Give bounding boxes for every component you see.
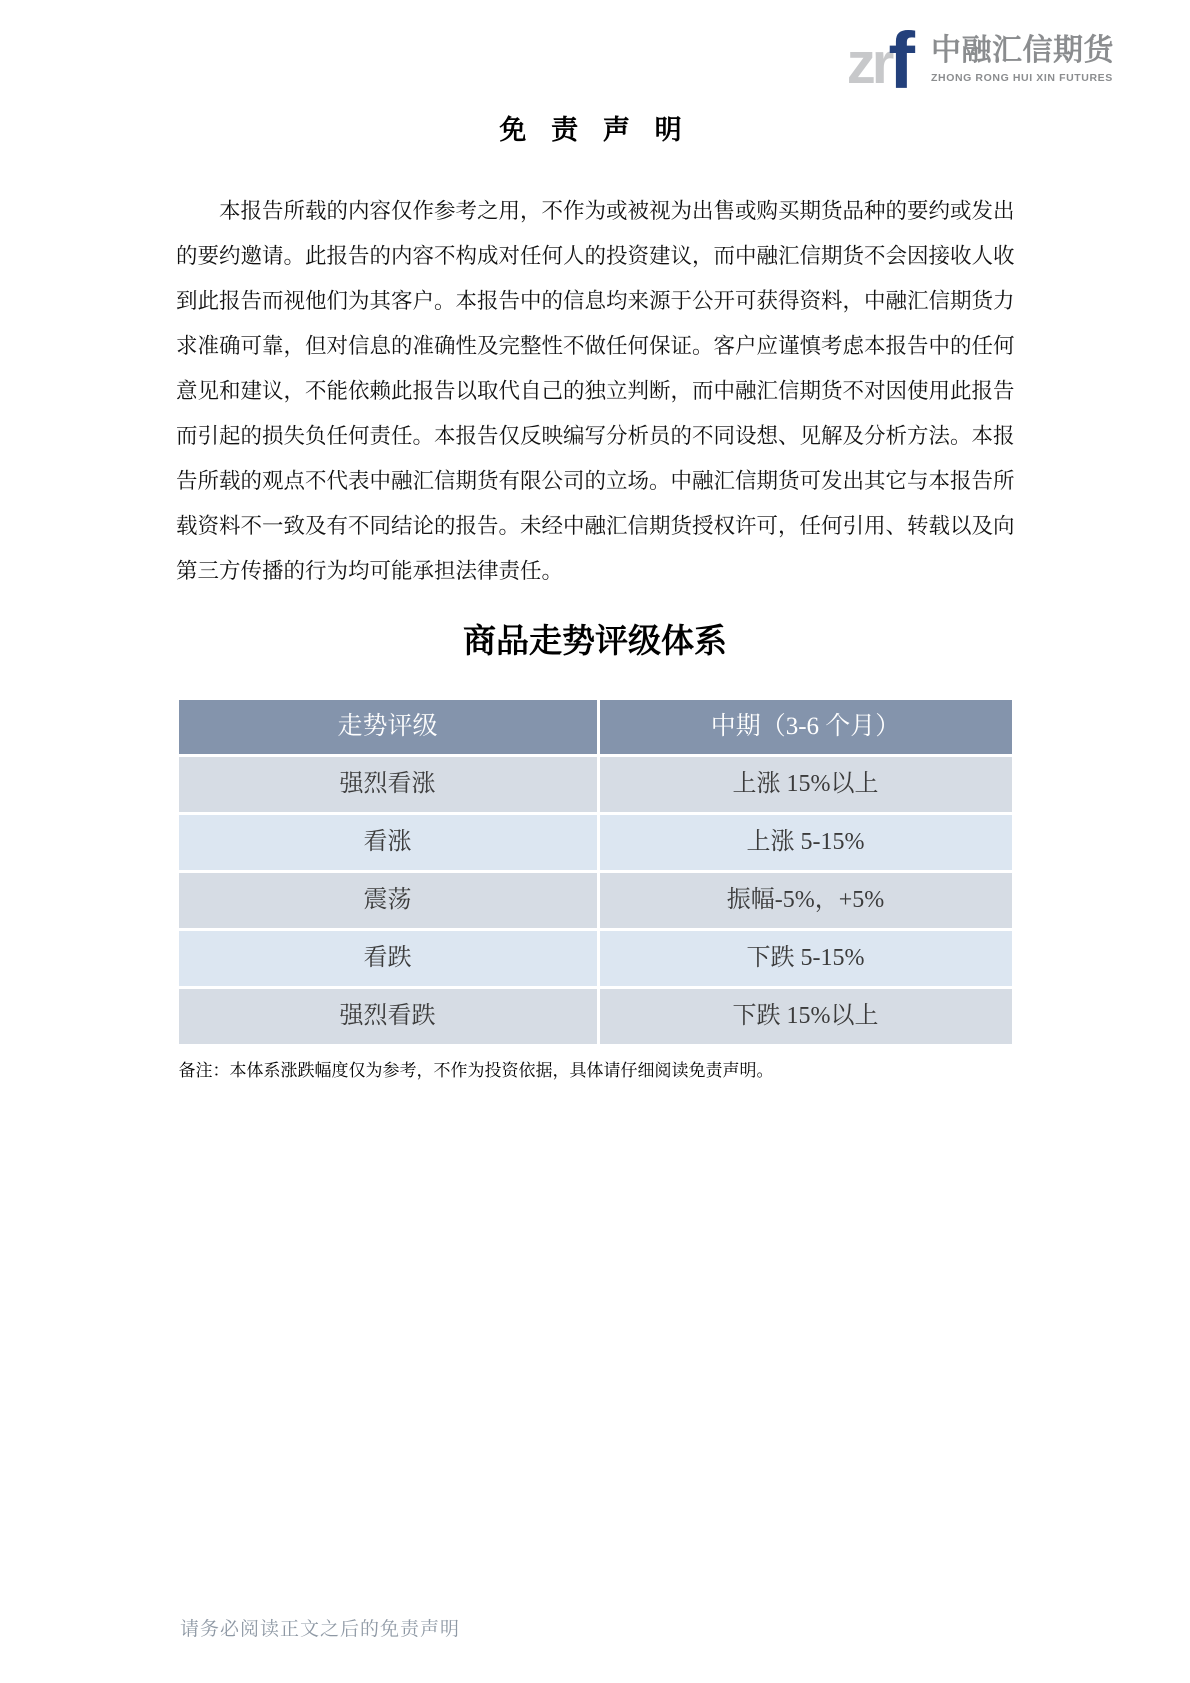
disclaimer-line: 到此报告而视他们为其客户。本报告中的信息均来源于公开可获得资料，中融汇信期货力 [176,289,1015,313]
cell-range: 下跌 15%以上 [600,989,1012,1044]
cell-range: 下跌 5-15% [600,931,1012,986]
cell-rating: 看跌 [179,931,597,986]
cell-rating: 看涨 [179,815,597,870]
disclaimer-line: 的要约邀请。此报告的内容不构成对任何人的投资建议，而中融汇信期货不会因接收人收 [176,244,1015,268]
table-row [179,757,1012,812]
page-title: 免 责 声 明 [499,115,691,145]
table-row [179,873,1012,928]
cell-rating: 强烈看涨 [179,757,597,812]
table-row [179,989,1012,1044]
logo-f-letter: f [888,16,915,105]
rating-system-heading: 商品走势评级体系 [463,622,727,659]
logo-names [931,25,1114,86]
cell-range: 上涨 15%以上 [600,757,1012,812]
disclaimer-line: 意见和建议，不能依赖此报告以取代自己的独立判断，而中融汇信期货不对因使用此报告 [176,379,1015,403]
header-cell-midterm: 中期（3-6 个月） [600,700,1012,754]
table-header-row [179,700,1012,754]
disclaimer-line: 求准确可靠，但对信息的准确性及完整性不做任何保证。客户应谨慎考虑本报告中的任何 [176,334,1015,358]
disclaimer-line: 第三方传播的行为均可能承担法律责任。 [176,559,564,583]
disclaimer-line: 而引起的损失负任何责任。本报告仅反映编写分析员的不同设想、见解及分析方法。本报 [176,424,1015,448]
rating-table [179,700,1012,1044]
disclaimer-line: 告所载的观点不代表中融汇信期货有限公司的立场。中融汇信期货可发出其它与本报告所 [176,469,1015,493]
logo-zr-letters: zr [846,31,891,97]
company-name-cn: 中融汇信期货 [931,34,1114,68]
disclaimer-line: 本报告所载的内容仅作参考之用，不作为或被视为出售或购买期货品种的要约或发出 [219,199,1015,223]
header-cell-rating: 走势评级 [179,700,597,754]
table-row [179,815,1012,870]
disclaimer-line: 载资料不一致及有不同结论的报告。未经中融汇信期货授权许可，任何引用、转载以及向 [176,514,1015,538]
disclaimer-paragraph [176,189,1014,594]
company-logo [846,16,1114,105]
footer-disclaimer-reminder: 请务必阅读正文之后的免责声明 [180,1619,461,1640]
company-name-en: ZHONG RONG HUI XIN FUTURES [931,72,1113,85]
cell-range: 振幅-5%，+5% [600,873,1012,928]
table-note: 备注：本体系涨跌幅度仅为参考，不作为投资依据，具体请仔细阅读免责声明。 [178,1060,774,1080]
cell-rating: 强烈看跌 [179,989,597,1044]
table-row [179,931,1012,986]
cell-rating: 震荡 [179,873,597,928]
cell-range: 上涨 5-15% [600,815,1012,870]
logo-zrf-mark [846,16,915,105]
